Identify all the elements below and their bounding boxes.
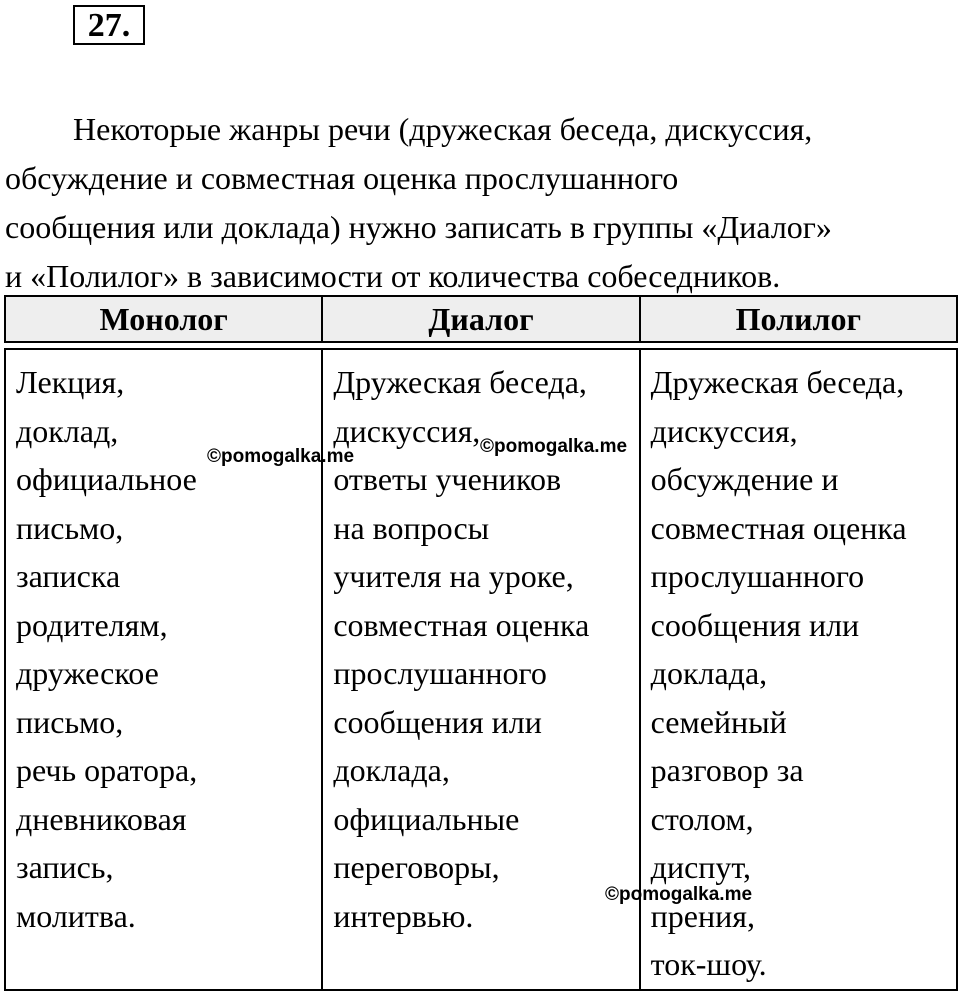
cell-line: доклада, (333, 752, 450, 788)
cell-line: совместная оценка (650, 509, 907, 546)
cell-line: дискуссия, (650, 412, 798, 449)
cell-line: официальное (16, 461, 197, 497)
cell-line: дневниковая (16, 800, 187, 837)
cell-line: сообщения или (650, 606, 860, 643)
cell-line: совместная оценка (333, 606, 590, 643)
cell-line: дискуссия, (333, 412, 481, 449)
column-header-dialog: Диалог (322, 296, 639, 342)
cell-line: доклад, (16, 412, 119, 449)
cell-line: на вопросы (333, 509, 490, 546)
cell-line: доклада, (650, 655, 768, 691)
cell-line: ток-шоу. (650, 946, 767, 982)
cell-line: письмо, (16, 509, 124, 546)
cell-line: сообщения или (333, 703, 542, 740)
cell-line: учителя на уроке, (333, 558, 574, 594)
cell-line: записка (16, 558, 121, 594)
cell-line: родителям, (16, 606, 168, 643)
task-text-line: и «Полилог» в зависимости от количества собеседников. (5, 258, 781, 294)
cell-line: обсуждение и (650, 461, 839, 497)
watermark: ©pomogalka.me (605, 884, 753, 905)
cell-line: прослушанного (333, 655, 547, 691)
cell-line: прослушанного (650, 558, 865, 594)
cell-line: запись, (16, 849, 114, 885)
cell-line: речь оратора, (16, 752, 198, 788)
column-header-monolog: Монолог (5, 296, 322, 342)
cell-line: ответы учеников (333, 461, 562, 497)
task-text (5, 105, 960, 301)
task-text-line: сообщения или доклада) нужно записать в группы «Диалог» (5, 209, 832, 245)
cell-line: столом, (650, 800, 754, 837)
cell-line: переговоры, (333, 849, 500, 885)
cell-line: дружеское (16, 655, 159, 691)
cell-line: Дружеская беседа, (650, 364, 905, 400)
cell-line: официальные (333, 800, 520, 837)
cell-line: письмо, (16, 703, 124, 740)
cell-line: интервью. (333, 897, 474, 934)
watermark: ©pomogalka.me (480, 436, 628, 457)
task-text-line: обсуждение и совместная оценка прослушанного (5, 160, 679, 196)
cell-line: молитва. (16, 897, 136, 934)
cell-line: разговор за (650, 752, 804, 788)
cell-line: прения, (650, 897, 755, 934)
task-number: 27. (73, 5, 145, 45)
cell-line: Дружеская беседа, (333, 364, 587, 400)
cell-line: семейный (650, 703, 787, 740)
cell-line: диспут, (650, 849, 751, 885)
column-header-polylog: Полилог (640, 296, 957, 342)
table-header (4, 295, 958, 343)
watermark: ©pomogalka.me (207, 446, 355, 467)
task-text-line: Некоторые жанры речи (дружеская беседа, дискуссия, (73, 111, 813, 147)
cell-line: Лекция, (16, 364, 125, 400)
